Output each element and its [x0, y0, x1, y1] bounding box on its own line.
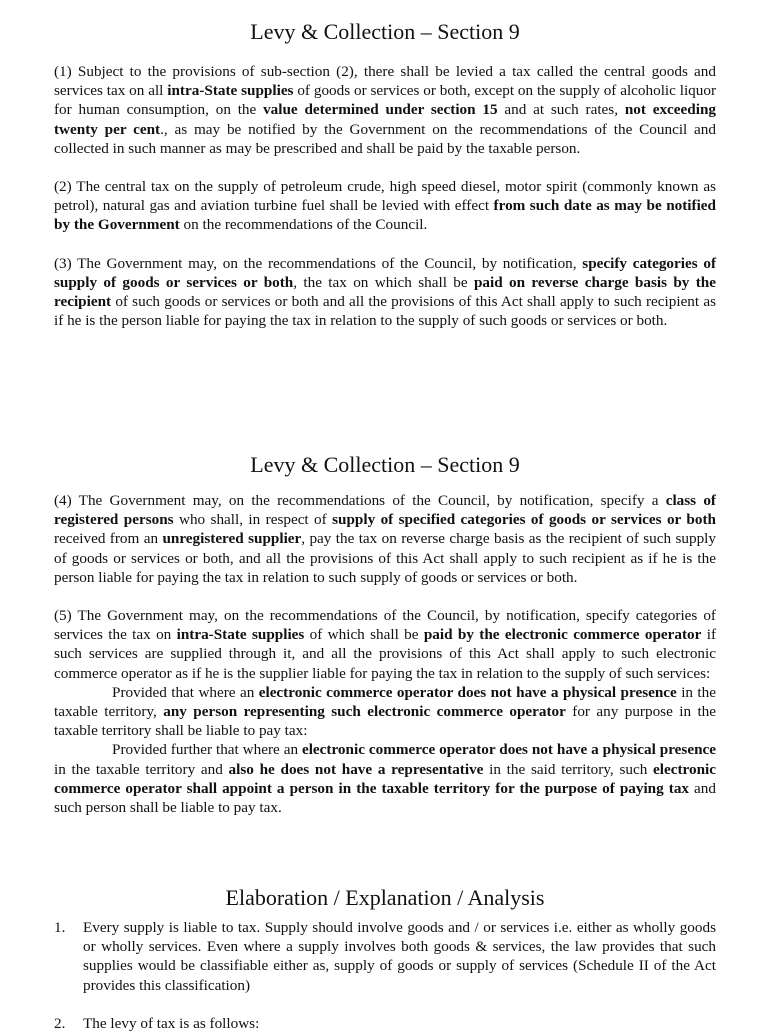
text-run: who shall, in respect of — [173, 511, 333, 529]
text-run: (2) The central tax on the supply of petroleum crude, high speed diesel, motor spirit (commonly known as petrol), natural gas and aviation turbine fuel shall be levied with effect — [54, 178, 716, 215]
text-run: of goods or services or both, except on the supply of alcoholic liquor for human consumption, on the — [54, 82, 717, 119]
bold-phrase: class of registered persons — [54, 492, 716, 529]
sub-section-1 — [54, 62, 716, 158]
bold-phrase: any person representing such electronic commerce operator — [163, 703, 566, 721]
bold-phrase: intra-State supplies — [176, 626, 305, 644]
bold-phrase: paid by the electronic commerce operator — [423, 626, 702, 644]
text-run: (5) The Government may, on the recommendations of the Council, by notification, specify categories of services the tax on — [54, 607, 716, 644]
section-9-part-2 — [54, 452, 716, 817]
text-run: , the tax on which shall be — [293, 273, 474, 291]
section-9-part-1 — [54, 19, 716, 330]
sub-section-2 — [54, 177, 716, 235]
bold-phrase: electronic commerce operator does not have a physical presence — [301, 741, 716, 759]
bold-phrase: unregistered supplier — [162, 530, 302, 548]
text-run: (1) Subject to the provisions of sub-section (2), there shall be levied a tax called the central goods and services tax on all — [54, 63, 716, 100]
sub-section-4 — [54, 491, 716, 587]
sub-section-5 — [54, 606, 716, 683]
list-item-text: The levy of tax is as follows: — [83, 1014, 260, 1032]
text-run: of such goods or services or both and all the provisions of this Act shall apply to such recipient as if he is the person liable for paying the tax in relation to the supply of such goods or services or both. — [54, 293, 716, 330]
bold-phrase: specify categories of supply of goods or services or both — [54, 254, 717, 291]
text-run: received from an — [54, 530, 163, 548]
proviso-2 — [54, 740, 716, 817]
bold-phrase: supply of specified categories of goods or services or both — [332, 511, 716, 529]
bold-phrase: paid on reverse charge basis by the recipient — [54, 273, 716, 311]
bold-phrase: electronic commerce operator does not have a physical presence — [258, 683, 677, 701]
list-item — [54, 1014, 716, 1033]
list-item-number: 2. — [54, 1014, 66, 1032]
section-title: Levy & Collection – Section 9 — [250, 452, 520, 477]
proviso-1 — [54, 683, 716, 741]
text-run: (4) The Government may, on the recommendations of the Council, by notification, specify a — [54, 492, 666, 509]
list-item-number: 1. — [54, 919, 66, 936]
text-run: of which shall be — [304, 626, 424, 644]
text-run: in the taxable territory and — [54, 760, 229, 778]
bold-phrase: intra-State supplies — [167, 82, 294, 100]
text-run: , pay the tax on reverse charge basis as the recipient of such supply of goods or services or both, and all the provisions of this Act shall apply to such recipient as if he is the person liable for paying the tax in relation to such supply of goods or services or both. — [54, 530, 716, 586]
analysis-title: Elaboration / Explanation / Analysis — [225, 885, 545, 910]
bold-phrase: also he does not have a representative — [228, 760, 484, 778]
analysis-section — [54, 885, 716, 1033]
text-run: and such person shall be liable to pay tax. — [54, 779, 716, 817]
list-item-text: Every supply is liable to tax. Supply should involve goods and / or services i.e. either as wholly goods or wholly services. Even where a supply involves both goods & services, the law provides that such supplies would be classifiable either as, supply of goods or supply of services (Schedule II of the Act provides this classification) — [83, 919, 716, 994]
section-title: Levy & Collection – Section 9 — [250, 19, 520, 44]
text-run: in the taxable territory, — [54, 683, 716, 721]
text-run: and at such rates, — [497, 101, 625, 119]
bold-phrase: not exceeding twenty per cent — [54, 101, 716, 138]
analysis-list — [54, 918, 716, 1033]
bold-phrase: value determined under section 15 — [263, 101, 498, 119]
text-run: Provided that where an — [112, 683, 259, 701]
text-run: if such services are supplied through it, and all the provisions of this Act shall apply to such electronic commerce operator as if he is the supplier liable for paying the tax in relation to the supply of such services: — [54, 626, 716, 682]
bold-phrase: from such date as may be notified by the Government — [54, 197, 716, 234]
text-run: on the recommendations of the Council. — [179, 216, 428, 234]
bold-phrase: electronic commerce operator shall appoint a person in the taxable territory for the purpose of paying tax — [54, 760, 716, 797]
text-run: Provided further that where an — [112, 741, 302, 759]
text-run: (3) The Government may, on the recommendations of the Council, by notification, — [54, 254, 583, 272]
text-run: for any purpose in the taxable territory shall be liable to pay tax: — [54, 703, 717, 740]
list-item — [54, 918, 716, 995]
text-run: ., as may be notified by the Government on the recommendations of the Council and collected in such manner as may be prescribed and shall be paid by the taxable person. — [54, 120, 716, 157]
sub-section-3 — [54, 254, 716, 331]
text-run: in the said territory, such — [483, 760, 654, 778]
